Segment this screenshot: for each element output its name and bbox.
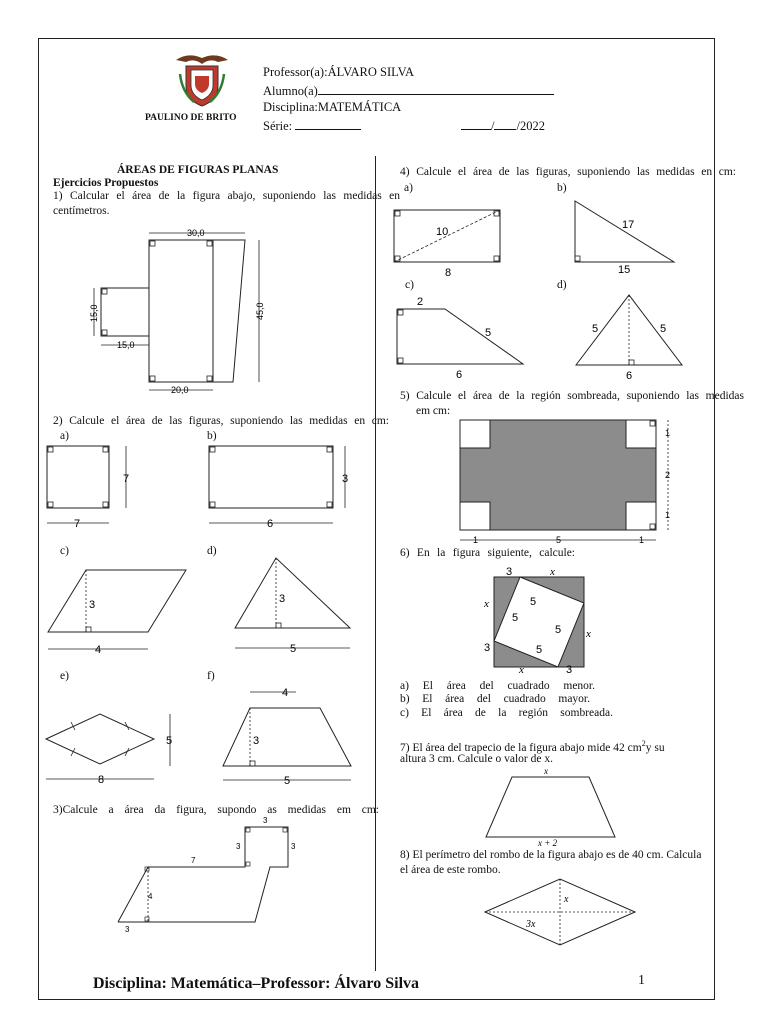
q5-r1-label: 1 (665, 428, 671, 438)
q4-b-bottom-label: 15 (618, 264, 631, 276)
q6-rx-label: x (586, 628, 591, 640)
q6-t3-label: 3 (506, 566, 513, 578)
q4-c-slant-label: 5 (485, 327, 492, 339)
q5-b1-label: 1 (473, 535, 479, 545)
q4-b-triangle (572, 198, 692, 278)
q6-tx-label: x (550, 566, 555, 578)
q2-text: 2) Calcule el área de las figuras, suponiendo las medidas en cm: (53, 415, 389, 427)
q4-a-letter: a) (404, 182, 413, 194)
q7-text-2: altura 3 cm. Calcule o valor de x. (400, 753, 553, 765)
q8-d-label: 3x (526, 919, 536, 930)
q6-text: 6) En la figura siguiente, calcule: (400, 547, 575, 559)
q3-figure (115, 815, 315, 935)
serie-label: Série: (263, 119, 293, 133)
q2-f-top-label: 4 (282, 687, 289, 699)
q2-b-side-label: 3 (342, 473, 349, 485)
page-number: 1 (638, 973, 645, 988)
q2-f-trapezoid (220, 686, 360, 796)
q5-b3-label: 1 (639, 535, 645, 545)
q2-e-rhombus (44, 712, 194, 792)
q1-top-label: 30,0 (187, 228, 205, 238)
q2-c-height-label: 3 (89, 599, 96, 611)
q4-d-letter: d) (557, 279, 567, 291)
q4-b-hyp-label: 17 (622, 219, 635, 231)
q6-inner1-label: 5 (530, 596, 537, 608)
q2-b-rectangle (205, 444, 375, 534)
q8-x-label: x (564, 894, 569, 905)
q2-d-height-label: 3 (279, 593, 286, 605)
q6-inner3-label: 5 (555, 624, 562, 636)
school-name: PAULINO DE BRITO (145, 113, 237, 123)
q5-text-1: 5) Calcule el área de la región sombreada, suponiendo las medidas (400, 390, 744, 402)
q2-f-bottom-label: 5 (284, 775, 291, 787)
q5-b2-label: 5 (556, 535, 562, 545)
q1-right-label: 45,0 (255, 302, 265, 320)
alumno-label: Alumno(a) (263, 84, 318, 98)
q4-c-letter: c) (405, 279, 414, 291)
q2-e-letter: e) (60, 670, 69, 682)
q3-four-label: 4 (148, 892, 153, 901)
q7-sup: 2 (641, 739, 646, 748)
q4-text: 4) Calcule el área de las figuras, suponiendo las medidas en cm: (400, 166, 736, 178)
q3-seven-label: 7 (191, 856, 196, 865)
q2-c-bottom-label: 4 (95, 644, 102, 656)
q2-a-side-label: 7 (123, 473, 130, 485)
q5-figure (458, 418, 698, 548)
q4-d-left-label: 5 (592, 323, 599, 335)
q3-bottom3-label: 3 (125, 925, 130, 934)
q2-f-height-label: 3 (253, 735, 260, 747)
q2-a-letter: a) (60, 430, 69, 442)
q2-d-bottom-label: 5 (290, 643, 297, 655)
column-divider (375, 156, 376, 971)
q7-bottom-label: x + 2 (538, 838, 558, 848)
q4-a-bottom-label: 8 (445, 267, 452, 279)
q7-text-b: y su (645, 741, 665, 754)
q5-r2-label: 2 (665, 470, 671, 480)
q2-d-triangle (232, 556, 362, 656)
q2-c-parallelogram (44, 566, 194, 656)
q2-a-bottom-label: 7 (74, 518, 81, 530)
q4-c-trapezoid (393, 294, 533, 384)
school-crest (172, 52, 232, 108)
q2-e-side-label: 5 (166, 735, 173, 747)
q5-text-2: em cm: (416, 405, 451, 417)
serie-blank (295, 118, 361, 130)
q3-text: 3)Calcule a área da figura, supondo as medidas em cm: (53, 804, 379, 816)
q1-left-v-label: 15,0 (89, 304, 99, 322)
q2-c-letter: c) (60, 545, 69, 557)
q7-trapezoid (482, 765, 622, 848)
professor-line: Professor(a):ÁLVARO SILVA (263, 65, 415, 79)
q4-d-right-label: 5 (660, 323, 667, 335)
date-year: /2022 (516, 119, 545, 133)
page-title: ÁREAS DE FIGURAS PLANAS (117, 164, 279, 176)
subtitle: Ejercicios Propuestos (53, 177, 159, 189)
q1-bottom-label: 20,0 (171, 385, 189, 395)
date-line (461, 118, 545, 134)
q2-b-bottom-label: 6 (267, 518, 274, 530)
q3-right3-label: 3 (291, 842, 296, 851)
q4-a-diag-label: 10 (436, 226, 449, 238)
q4-d-triangle (572, 292, 692, 382)
q6-item-c: c) El área de la región sombreada. (400, 707, 613, 719)
footer-text: Disciplina: Matemática–Professor: Álvaro Silva (93, 975, 420, 992)
serie-line (263, 118, 361, 134)
q2-a-square (44, 444, 154, 534)
q4-c-top-label: 2 (417, 296, 424, 308)
date-slash: / (491, 119, 495, 133)
alumno-blank (318, 83, 554, 95)
q2-d-letter: d) (207, 545, 217, 557)
q4-a-rectangle (392, 208, 512, 278)
disciplina-line: Disciplina:MATEMÁTICA (263, 100, 402, 114)
q3-left3-label: 3 (236, 842, 241, 851)
q1-left-h-label: 15,0 (117, 340, 135, 350)
q6-l3-label: 3 (484, 642, 491, 654)
q2-e-bottom-label: 8 (98, 774, 105, 786)
q6-inner4-label: 5 (536, 644, 543, 656)
q7-text-a: 7) El área del trapecio de la figura abajo mide 42 cm (400, 741, 642, 754)
q1-text-2: centímetros. (53, 205, 110, 217)
q2-f-letter: f) (207, 670, 215, 682)
q6-inner2-label: 5 (512, 612, 519, 624)
day-blank (461, 118, 491, 130)
q4-d-bottom-label: 6 (626, 370, 633, 382)
q4-c-bottom-label: 6 (456, 369, 463, 381)
q6-item-a: a) El área del cuadrado menor. (400, 680, 595, 692)
q3-top3-label: 3 (263, 816, 268, 825)
q1-figure (85, 222, 285, 402)
q6-bx-label: x (519, 664, 524, 676)
q6-figure (480, 563, 600, 676)
q5-r3-label: 1 (665, 510, 671, 520)
q6-lx-label: x (484, 598, 489, 610)
q6-item-b: b) El área del cuadrado mayor. (400, 693, 590, 705)
q7-top-label: x (544, 766, 548, 776)
alumno-line (263, 83, 554, 99)
q2-b-letter: b) (207, 430, 217, 442)
q6-b3-label: 3 (566, 664, 573, 676)
q8-text-2: el área de este rombo. (400, 864, 501, 876)
q8-rhombus (483, 877, 643, 947)
q4-b-letter: b) (557, 182, 567, 194)
month-blank (494, 118, 516, 130)
q8-text-1: 8) El perímetro del rombo de la figura abajo es de 40 cm. Calcula (400, 849, 702, 861)
q1-text-1: 1) Calcular el área de la figura abajo, suponiendo las medidas en (53, 190, 400, 202)
